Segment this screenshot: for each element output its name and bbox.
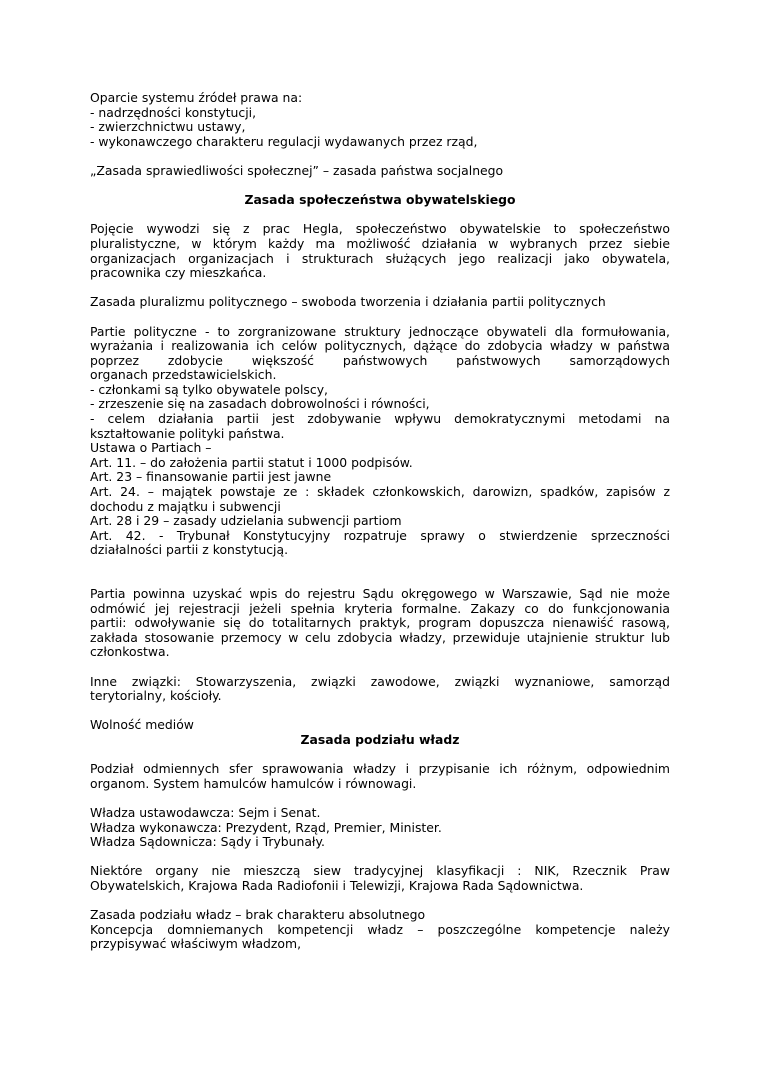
list-item: Władza ustawodawcza: Sejm i Senat. bbox=[90, 804, 321, 820]
text-line: partii: odwoływanie się do totalitarnych praktyk, program dopuszcza nienawiść rasową, bbox=[90, 615, 670, 631]
list-item: Władza Sądownicza: Sądy i Trybunały. bbox=[90, 834, 325, 850]
text-line: terytorialny, kościoły. bbox=[90, 688, 222, 704]
text-line: Koncepcja domniemanych kompetencji władz – poszczególne kompetencje należy bbox=[90, 921, 670, 937]
text-line: organizacjach organizacjach i strukturach służących jego realizacji jako obywatela, bbox=[90, 250, 670, 266]
list-item: - nadrzędności konstytucji, bbox=[90, 104, 257, 120]
civil-society-paragraph bbox=[90, 222, 670, 280]
final-block bbox=[90, 908, 670, 952]
list-item: - wykonawczego charakteru regulacji wydawanych przez rząd, bbox=[90, 133, 478, 149]
list-item: - członkami są tylko obywatele polscy, bbox=[90, 381, 328, 397]
pluralism-line: Zasada pluralizmu politycznego – swoboda tworzenia i działania partii politycznych bbox=[90, 294, 606, 310]
heading-civil-society: Zasada społeczeństwa obywatelskiego bbox=[244, 192, 516, 208]
heading-separation-of-powers: Zasada podziału władz bbox=[300, 731, 460, 747]
article-line: Art. 42. - Trybunał Konstytucyjny rozpatruje sprawy o stwierdzenie sprzeczności bbox=[90, 527, 670, 543]
list-item: - zwierzchnictwu ustawy, bbox=[90, 119, 246, 135]
text-line: Partia powinna uzyskać wpis do rejestru Sądu okręgowego w Warszawie, Sąd nie może bbox=[90, 586, 670, 601]
text-line: Inne związki: Stowarzyszenia, związki zawodowe, związki wyznaniowe, samorząd bbox=[90, 673, 670, 689]
text-line: organom. System hamulców hamulców i równowagi. bbox=[90, 775, 417, 791]
separation-paragraph bbox=[90, 762, 670, 791]
list-item: Władza wykonawcza: Prezydent, Rząd, Premier, Minister. bbox=[90, 819, 442, 835]
registration-paragraph bbox=[90, 587, 670, 660]
text-line: Obywatelskich, Krajowa Rada Radiofonii i Telewizji, Krajowa Rada Sądownictwa. bbox=[90, 877, 584, 893]
article-line: Art. 24. – majątek powstaje ze : składek członkowskich, darowizn, spadków, zapisów z bbox=[90, 484, 670, 500]
text-line: pracownika czy mieszkańca. bbox=[90, 265, 267, 281]
social-justice-line: „Zasada sprawiedliwości społecznej” – zasada państwa socjalnego bbox=[90, 162, 504, 178]
powers-block bbox=[90, 806, 670, 850]
text-line: Niektóre organy nie mieszczą siew tradycyjnej klasyfikacji : NIK, Rzecznik Praw bbox=[90, 863, 670, 879]
text-line: kształtowanie polityki państwa. bbox=[90, 425, 285, 441]
sources-of-law-block bbox=[90, 91, 670, 149]
text-line: działalności partii z konstytucją. bbox=[90, 542, 289, 558]
text-line: dochodu z majątku i subwencji bbox=[90, 498, 281, 514]
text-line: Pojęcie wywodzi się z prac Hegla, społeczeństwo obywatelskie to społeczeństwo bbox=[90, 221, 670, 237]
text-line: przypisywać właściwym władzom, bbox=[90, 936, 302, 952]
document-page bbox=[90, 91, 670, 952]
list-item: - zrzeszenie się na zasadach dobrowolności i równości, bbox=[90, 396, 430, 412]
text-line: Zasada podziału władz – brak charakteru absolutnego bbox=[90, 907, 426, 923]
text-line: Oparcie systemu źródeł prawa na: bbox=[90, 90, 303, 105]
text-line: wyrażania i realizowania ich celów politycznych, dążące do zdobycia władzy w państwa bbox=[90, 338, 670, 354]
text-line: pluralistyczne, w którym każdy ma możliwość działania w wybranych przez siebie bbox=[90, 235, 670, 251]
political-parties-block bbox=[90, 325, 670, 559]
text-line: zakłada stosowanie przemocy w celu zdobycia władzy, przewiduje utajnienie struktur lub bbox=[90, 629, 670, 645]
text-line: Ustawa o Partiach – bbox=[90, 440, 212, 456]
other-unions-paragraph bbox=[90, 675, 670, 704]
article-line: Art. 28 i 29 – zasady udzielania subwencji partiom bbox=[90, 513, 402, 529]
media-freedom-line: Wolność mediów bbox=[90, 717, 194, 733]
text-line: Partie polityczne - to zorgranizowane struktury jednoczące obywateli dla formułowania, bbox=[90, 323, 670, 339]
text-line: organach przedstawicielskich. bbox=[90, 367, 277, 383]
list-item: - celem działania partii jest zdobywanie wpływu demokratycznymi metodami na bbox=[90, 411, 670, 427]
article-line: Art. 11. – do założenia partii statut i 1000 podpisów. bbox=[90, 454, 413, 470]
text-line: Podział odmiennych sfer sprawowania władzy i przypisanie ich różnym, odpowiednim bbox=[90, 761, 670, 777]
text-line: poprzez zdobycie większość państwowych państwowych samorządowych bbox=[90, 352, 670, 368]
organs-paragraph bbox=[90, 864, 670, 893]
article-line: Art. 23 – finansowanie partii jest jawne bbox=[90, 469, 332, 485]
text-line: członkostwa. bbox=[90, 644, 170, 660]
text-line: odmówić jej rejestracji jeżeli spełnia kryteria formalne. Zakazy co do funkcjonowania bbox=[90, 600, 670, 616]
